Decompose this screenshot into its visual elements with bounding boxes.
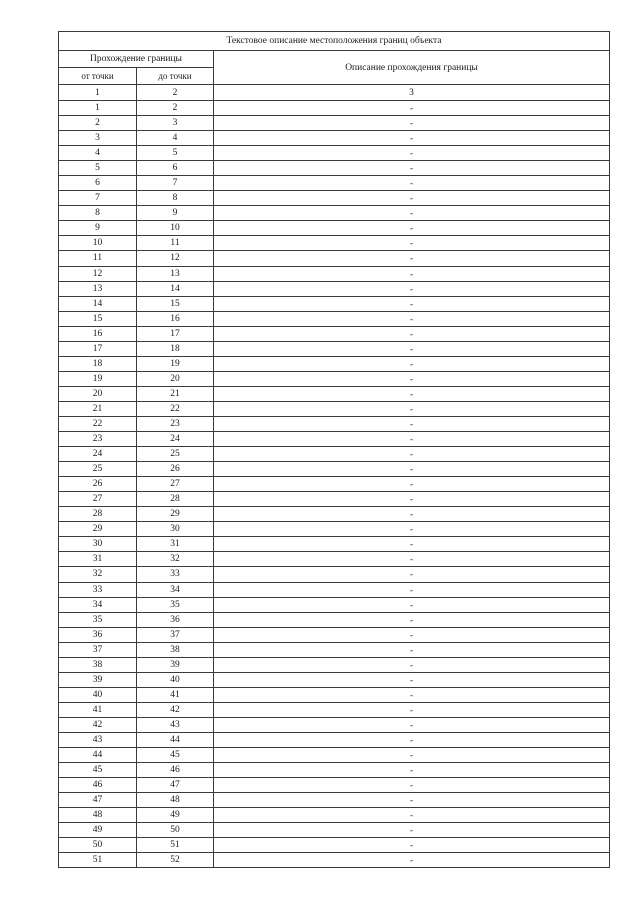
description-cell: -: [214, 732, 610, 747]
table-row: [59, 251, 610, 266]
from-point-cell: 40: [59, 687, 137, 702]
description-cell: -: [214, 627, 610, 642]
from-point-cell: 27: [59, 492, 137, 507]
description-cell: -: [214, 191, 610, 206]
from-point-cell: 51: [59, 853, 137, 868]
table-row: [59, 537, 610, 552]
from-point-cell: 37: [59, 642, 137, 657]
description-cell: -: [214, 356, 610, 371]
table-row: [59, 447, 610, 462]
from-point-cell: 30: [59, 537, 137, 552]
from-point-cell: 46: [59, 778, 137, 793]
description-cell: -: [214, 251, 610, 266]
to-point-cell: 49: [137, 808, 214, 823]
from-point-cell: 36: [59, 627, 137, 642]
description-cell: -: [214, 567, 610, 582]
description-cell: -: [214, 808, 610, 823]
to-point-cell: 30: [137, 522, 214, 537]
description-cell: -: [214, 492, 610, 507]
description-cell: -: [214, 447, 610, 462]
table-row: [59, 657, 610, 672]
from-point-cell: 34: [59, 597, 137, 612]
description-cell: -: [214, 386, 610, 401]
to-point-cell: 52: [137, 853, 214, 868]
to-point-cell: 6: [137, 161, 214, 176]
table-row: [59, 371, 610, 386]
description-cell: -: [214, 477, 610, 492]
table-row: [59, 702, 610, 717]
to-point-cell: 51: [137, 838, 214, 853]
column-number-2: 2: [137, 85, 214, 101]
description-cell: -: [214, 296, 610, 311]
table-row: [59, 748, 610, 763]
description-cell: -: [214, 597, 610, 612]
table-row: [59, 552, 610, 567]
table-row: [59, 386, 610, 401]
to-point-cell: 45: [137, 748, 214, 763]
to-point-cell: 29: [137, 507, 214, 522]
to-point-cell: 44: [137, 732, 214, 747]
description-cell: -: [214, 522, 610, 537]
table-row: [59, 823, 610, 838]
to-point-cell: 47: [137, 778, 214, 793]
table-row: [59, 717, 610, 732]
to-point-cell: 28: [137, 492, 214, 507]
description-cell: -: [214, 507, 610, 522]
table-row: [59, 206, 610, 221]
description-cell: -: [214, 672, 610, 687]
description-cell: -: [214, 266, 610, 281]
description-column-header: Описание прохождения границы: [214, 51, 610, 85]
table-row: [59, 101, 610, 116]
from-point-cell: 5: [59, 161, 137, 176]
description-cell: -: [214, 131, 610, 146]
from-point-cell: 47: [59, 793, 137, 808]
from-point-cell: 11: [59, 251, 137, 266]
table-row: [59, 191, 610, 206]
table-title-row: [59, 32, 610, 51]
from-point-cell: 41: [59, 702, 137, 717]
table-row: [59, 838, 610, 853]
to-point-cell: 2: [137, 101, 214, 116]
from-point-cell: 13: [59, 281, 137, 296]
to-point-cell: 20: [137, 371, 214, 386]
table-row: [59, 853, 610, 868]
description-cell: -: [214, 717, 610, 732]
description-cell: -: [214, 778, 610, 793]
to-point-cell: 39: [137, 657, 214, 672]
to-point-cell: 25: [137, 447, 214, 462]
from-point-cell: 18: [59, 356, 137, 371]
from-point-cell: 44: [59, 748, 137, 763]
to-point-cell: 34: [137, 582, 214, 597]
description-cell: -: [214, 642, 610, 657]
table-row: [59, 311, 610, 326]
description-cell: -: [214, 326, 610, 341]
description-cell: -: [214, 462, 610, 477]
table-row: [59, 221, 610, 236]
table-row: [59, 281, 610, 296]
from-point-cell: 35: [59, 612, 137, 627]
to-point-cell: 38: [137, 642, 214, 657]
description-cell: -: [214, 853, 610, 868]
to-point-cell: 18: [137, 341, 214, 356]
table-row: [59, 401, 610, 416]
column-number-3: 3: [214, 85, 610, 101]
from-point-cell: 43: [59, 732, 137, 747]
to-point-cell: 5: [137, 146, 214, 161]
description-cell: -: [214, 311, 610, 326]
to-point-cell: 33: [137, 567, 214, 582]
from-point-cell: 48: [59, 808, 137, 823]
table-row: [59, 732, 610, 747]
description-cell: -: [214, 341, 610, 356]
boundary-description-table: [58, 31, 610, 868]
description-cell: -: [214, 206, 610, 221]
to-point-cell: 4: [137, 131, 214, 146]
from-point-cell: 32: [59, 567, 137, 582]
to-point-cell: 43: [137, 717, 214, 732]
table-title: Текстовое описание местоположения границ объекта: [59, 32, 610, 51]
to-point-cell: 40: [137, 672, 214, 687]
table-row: [59, 567, 610, 582]
description-cell: -: [214, 702, 610, 717]
table-row: [59, 432, 610, 447]
to-point-cell: 10: [137, 221, 214, 236]
to-point-cell: 7: [137, 176, 214, 191]
table-row: [59, 672, 610, 687]
table-row: [59, 477, 610, 492]
from-point-cell: 23: [59, 432, 137, 447]
description-cell: -: [214, 176, 610, 191]
from-point-cell: 25: [59, 462, 137, 477]
to-point-cell: 46: [137, 763, 214, 778]
to-point-column-header: до точки: [137, 68, 214, 85]
description-cell: -: [214, 552, 610, 567]
table-row: [59, 597, 610, 612]
table-row: [59, 778, 610, 793]
to-point-cell: 41: [137, 687, 214, 702]
description-cell: -: [214, 101, 610, 116]
to-point-cell: 22: [137, 401, 214, 416]
table-row: [59, 642, 610, 657]
from-point-cell: 28: [59, 507, 137, 522]
table-body: [59, 101, 610, 868]
from-point-cell: 42: [59, 717, 137, 732]
description-cell: -: [214, 687, 610, 702]
description-cell: -: [214, 161, 610, 176]
table-row: [59, 146, 610, 161]
table-row: [59, 582, 610, 597]
table-row: [59, 462, 610, 477]
description-cell: -: [214, 582, 610, 597]
to-point-cell: 19: [137, 356, 214, 371]
to-point-cell: 27: [137, 477, 214, 492]
table-row: [59, 116, 610, 131]
description-cell: -: [214, 432, 610, 447]
to-point-cell: 12: [137, 251, 214, 266]
table-row: [59, 793, 610, 808]
description-cell: -: [214, 281, 610, 296]
column-numbering-row: [59, 85, 610, 101]
table-row: [59, 266, 610, 281]
to-point-cell: 24: [137, 432, 214, 447]
from-point-cell: 20: [59, 386, 137, 401]
to-point-cell: 42: [137, 702, 214, 717]
table-row: [59, 296, 610, 311]
from-point-cell: 10: [59, 236, 137, 251]
from-point-cell: 16: [59, 326, 137, 341]
to-point-cell: 21: [137, 386, 214, 401]
table-row: [59, 131, 610, 146]
table-row: [59, 326, 610, 341]
to-point-cell: 17: [137, 326, 214, 341]
to-point-cell: 16: [137, 311, 214, 326]
description-cell: -: [214, 416, 610, 431]
from-point-cell: 6: [59, 176, 137, 191]
from-point-cell: 19: [59, 371, 137, 386]
table-row: [59, 627, 610, 642]
from-point-cell: 22: [59, 416, 137, 431]
table-row: [59, 492, 610, 507]
from-point-cell: 39: [59, 672, 137, 687]
from-point-cell: 12: [59, 266, 137, 281]
description-cell: -: [214, 823, 610, 838]
description-cell: -: [214, 793, 610, 808]
description-cell: -: [214, 236, 610, 251]
from-point-cell: 4: [59, 146, 137, 161]
from-point-cell: 38: [59, 657, 137, 672]
column-number-1: 1: [59, 85, 137, 101]
table-row: [59, 341, 610, 356]
description-cell: -: [214, 116, 610, 131]
to-point-cell: 14: [137, 281, 214, 296]
description-cell: -: [214, 748, 610, 763]
description-cell: -: [214, 371, 610, 386]
to-point-cell: 3: [137, 116, 214, 131]
from-point-cell: 9: [59, 221, 137, 236]
from-point-cell: 29: [59, 522, 137, 537]
to-point-cell: 15: [137, 296, 214, 311]
to-point-cell: 9: [137, 206, 214, 221]
table-row: [59, 176, 610, 191]
from-point-cell: 31: [59, 552, 137, 567]
description-cell: -: [214, 657, 610, 672]
description-cell: -: [214, 612, 610, 627]
description-cell: -: [214, 146, 610, 161]
from-point-cell: 1: [59, 101, 137, 116]
from-point-cell: 15: [59, 311, 137, 326]
from-point-cell: 14: [59, 296, 137, 311]
table-row: [59, 808, 610, 823]
table-row: [59, 687, 610, 702]
from-point-cell: 49: [59, 823, 137, 838]
from-point-cell: 21: [59, 401, 137, 416]
table-row: [59, 236, 610, 251]
table-row: [59, 612, 610, 627]
to-point-cell: 26: [137, 462, 214, 477]
to-point-cell: 8: [137, 191, 214, 206]
from-point-cell: 26: [59, 477, 137, 492]
from-point-column-header: от точки: [59, 68, 137, 85]
description-cell: -: [214, 537, 610, 552]
from-point-cell: 33: [59, 582, 137, 597]
from-point-cell: 17: [59, 341, 137, 356]
from-point-cell: 2: [59, 116, 137, 131]
description-cell: -: [214, 763, 610, 778]
from-point-cell: 45: [59, 763, 137, 778]
from-point-cell: 7: [59, 191, 137, 206]
description-cell: -: [214, 401, 610, 416]
from-point-cell: 8: [59, 206, 137, 221]
to-point-cell: 32: [137, 552, 214, 567]
from-point-cell: 3: [59, 131, 137, 146]
to-point-cell: 13: [137, 266, 214, 281]
table-row: [59, 522, 610, 537]
table-group-header-row: [59, 51, 610, 68]
to-point-cell: 50: [137, 823, 214, 838]
to-point-cell: 31: [137, 537, 214, 552]
to-point-cell: 48: [137, 793, 214, 808]
boundary-passage-header: Прохождение границы: [59, 51, 214, 68]
table-row: [59, 356, 610, 371]
description-cell: -: [214, 838, 610, 853]
table-row: [59, 161, 610, 176]
to-point-cell: 37: [137, 627, 214, 642]
table-row: [59, 763, 610, 778]
to-point-cell: 23: [137, 416, 214, 431]
to-point-cell: 11: [137, 236, 214, 251]
from-point-cell: 50: [59, 838, 137, 853]
table-row: [59, 416, 610, 431]
table-row: [59, 507, 610, 522]
description-cell: -: [214, 221, 610, 236]
from-point-cell: 24: [59, 447, 137, 462]
to-point-cell: 36: [137, 612, 214, 627]
to-point-cell: 35: [137, 597, 214, 612]
